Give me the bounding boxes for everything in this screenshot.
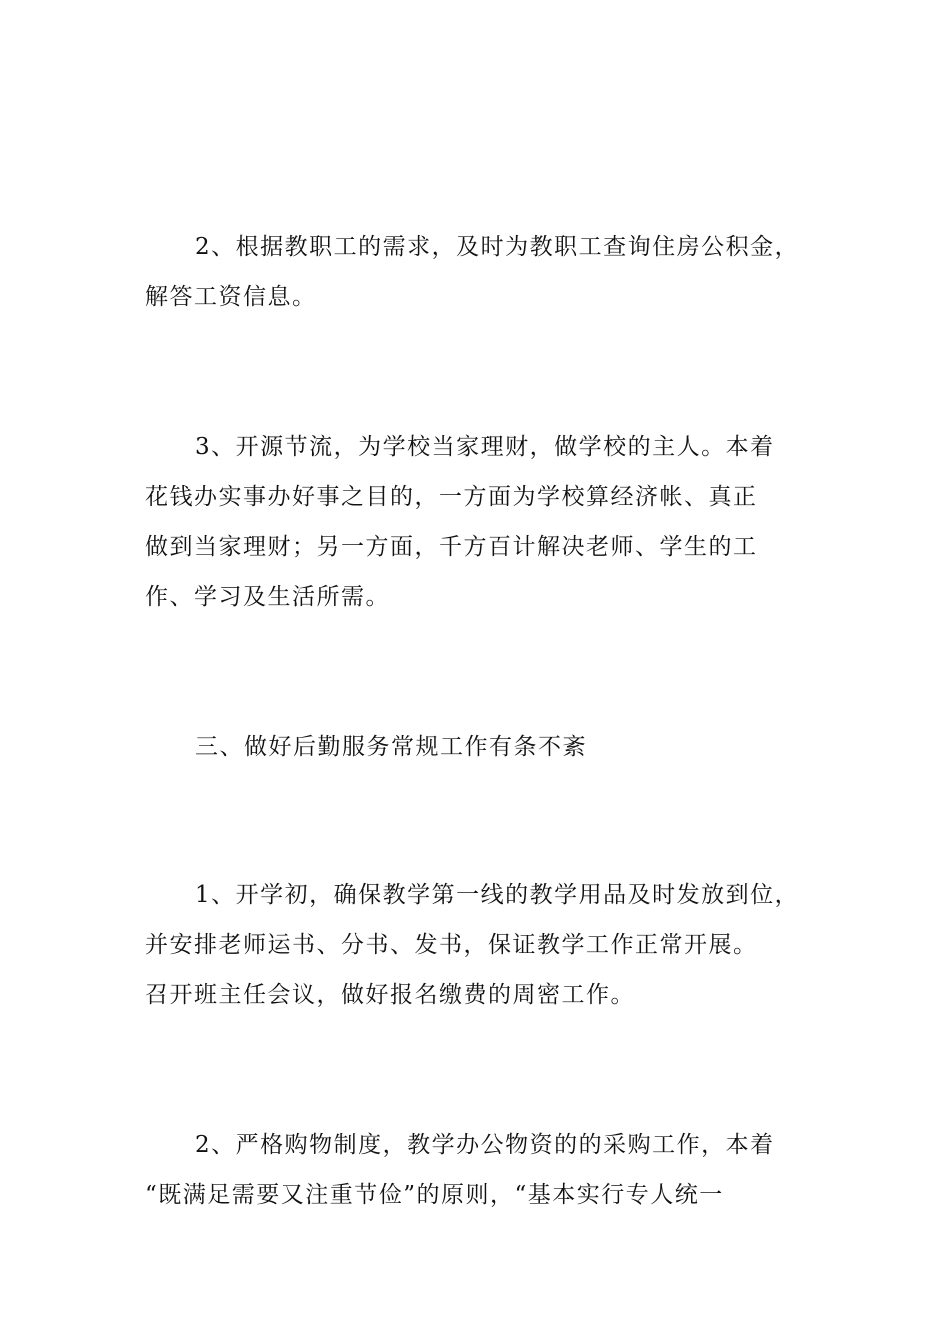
paragraph-line: 花钱办实事办好事之目的，一方面为学校算经济帐、真正	[145, 484, 758, 510]
paragraph-line: 解答工资信息。	[145, 284, 317, 310]
paragraph-2-housing-fund	[145, 222, 810, 322]
paragraph-line: 召开班主任会议，做好报名缴费的周密工作。	[145, 982, 635, 1008]
paragraph-2-purchasing	[145, 1120, 810, 1220]
paragraph-line: 2、根据教职工的需求，及时为教职工查询住房公积金，	[195, 234, 800, 260]
paragraph-line: 3、开源节流，为学校当家理财，做学校的主人。本着	[195, 434, 775, 460]
paragraph-line: 1、开学初，确保教学第一线的教学用品及时发放到位，	[195, 882, 800, 908]
paragraph-line: 2、严格购物制度，教学办公物资的的采购工作，本着	[195, 1132, 775, 1158]
paragraph-line: 并安排老师运书、分书、发书，保证教学工作正常开展。	[145, 932, 758, 958]
paragraph-line: 作、学习及生活所需。	[145, 584, 390, 610]
section-heading-3	[145, 722, 810, 772]
section-heading: 三、做好后勤服务常规工作有条不紊	[195, 734, 587, 760]
paragraph-line: “既满足需要又注重节俭”的原则，“基本实行专人统一	[145, 1182, 724, 1208]
paragraph-line: 做到当家理财；另一方面，千方百计解决老师、学生的工	[145, 534, 758, 560]
paragraph-1-semester-start	[145, 870, 810, 1020]
paragraph-3-finance	[145, 422, 810, 622]
